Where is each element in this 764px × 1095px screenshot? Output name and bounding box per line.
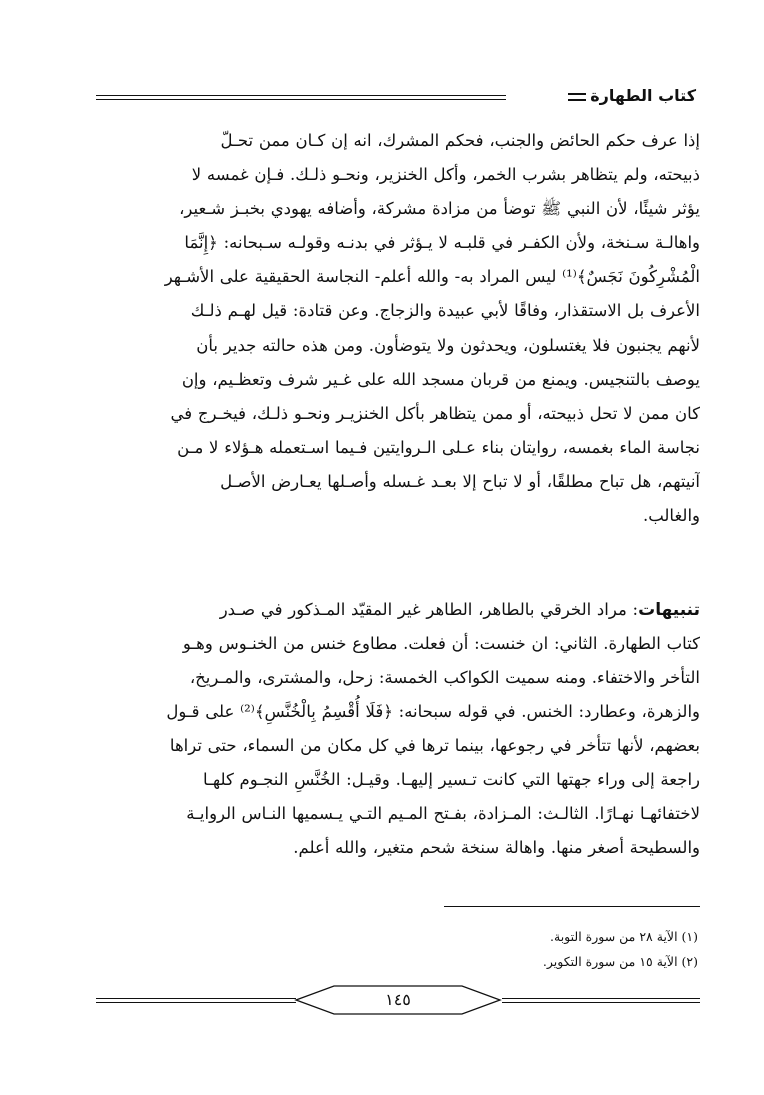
text-line: نجاسة الماء بغمسه، روايتان بناء عـلى الـروايتين فـيما اسـتعمله هـؤلاء لا مـن [177,437,700,457]
text-line: إذا عرف حكم الحائض والجنب، فحكم المشرك، انه إن كـان ممن تحـلّ [220,131,700,150]
text-line: يؤثر شيئًا، لأن النبي ﷺ توضأ من مزادة مشركة، وأضافه يهودي بخبـز شـعير، [179,199,700,219]
footer-rule-left [96,998,296,1003]
text-line: ذبيحته، ولم يتظاهر بشرب الخمر، وأكل الخنزير، ونحـو ذلـك. فـإن غمسه لا [191,165,700,185]
page-number-badge [294,985,502,1015]
text-line: كان ممن لا تحل ذبيحته، أو ممن يتظاهر بأكل الخنزيـر ونحـو ذلـك، فيخـرج في [170,403,700,423]
text-line: كتاب الطهارة. الثاني: ان خنست: أن فعلت. مطاوع خنس من الخنـوس وهـو [182,634,700,653]
text-line: يوصف بالتنجيس. ويمنع من قربان مسجد الله على غـير شرف وتعظـيم، وإن [181,369,700,389]
text-line-first [96,593,700,627]
footnote: (٢) الآية ١٥ من سورة التكوير. [542,954,698,969]
text-line-fragment: : مراد الخرقي بالطاهر، الطاهر غير المقيّد المـذكور في صـدر [219,600,639,619]
text-line: آنيتهم، هل تباح مطلقًا، أو لا تباح إلا بعـد غـسله وأصـلها يعـارض الأصـل [220,471,700,491]
text-line: التأخر والاختفاء. ومنه سميت الكواكب الخمسة: زحل، والمشترى، والمـريخ، [189,668,700,687]
chapter-title: كتاب الطهارة [590,86,696,105]
text-line: الْمُشْرِكُونَ نَجَسٌ﴾⁽¹⁾ ليس المراد به- والله أعلم- النجاسة الحقيقية على الأشـهر [164,267,700,287]
notes-heading: تنبيهات [638,600,700,620]
text-line: والزهرة، وعطارد: الخنس. في قوله سبحانه: ﴿فَلَا أُقْسِمُ بِالْخُنَّسِ﴾⁽²⁾ على قـول [166,702,700,721]
header-ornament [568,93,586,101]
text-line: واهالـة سـنخة، ولأن الكفـر في قلبـه لا يـؤثر في بدنـه وقولـه سـبحانه: ﴿إِنَّمَا [184,233,700,253]
body-paragraph-2 [96,593,700,865]
body-paragraph-1 [96,124,700,533]
footer-rule-right [502,998,700,1003]
text-line: والسطيحة أصغر منها. واهالة سنخة شحم متغير، والله أعلم. [293,838,700,857]
text-line: لأنهم يجنبون فلا يغتسلون، ويحدثون ولا يتوضأون. ومن هذه حالته جدير بأن [196,335,700,355]
page-footer [96,985,700,1015]
footnotes [98,924,698,974]
running-header [96,84,696,110]
page-number: ١٤٥ [385,990,411,1009]
text-line: لاختفائهـا نهـارًا. الثالـث: المـزادة، بفـتح المـيم التـي يـسميها النـاس الروايـة [186,804,700,823]
text-line: والغالب. [642,506,700,526]
header-rule [96,95,506,100]
text-line: الأعرف بل الاستقذار، وفاقًا لأبي عبيدة والزجاج. وعن قتادة: قيل لهـم ذلـك [190,301,700,321]
text-line: بعضهم، لأنها تتأخر في رجوعها، بينما ترها في كل مكان من السماء، حتى تراها [169,736,700,755]
text-line: راجعة إلى وراء جهتها التي كانت تـسير إليهـا. وقيـل: الخُنَّسِ النجـوم كلهـا [203,770,700,789]
footnote: (١) الآية ٢٨ من سورة التوبة. [550,929,698,944]
footnote-separator [444,906,700,907]
